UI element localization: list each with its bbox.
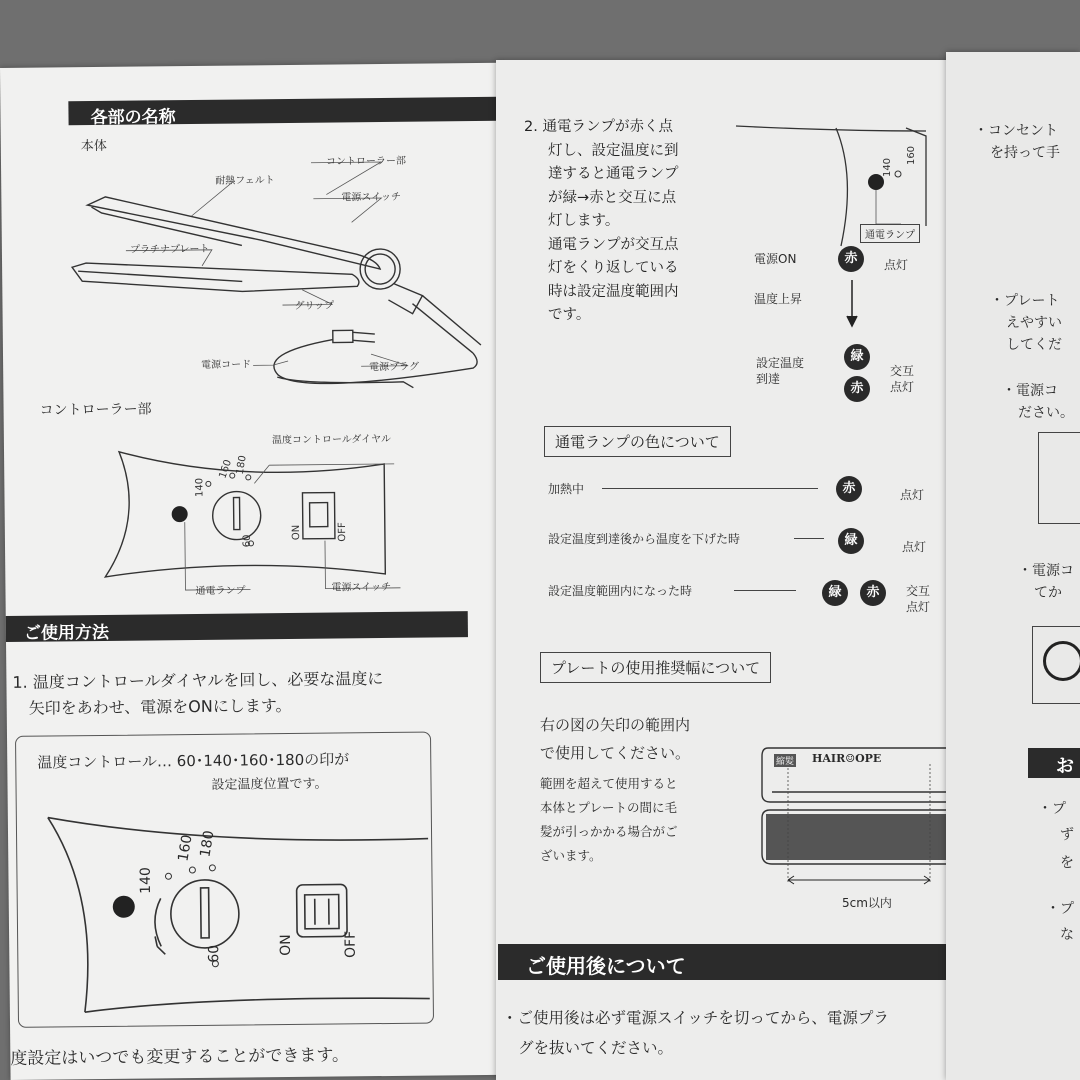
right-line: ・電源コ	[1002, 383, 1058, 399]
controller-section-label: コントローラー部	[39, 401, 152, 419]
lamp-row-range-red: 赤	[860, 580, 886, 606]
lamp-row-heating: 加熱中	[548, 482, 585, 496]
mini-dial-160: 160	[906, 145, 918, 166]
label-on: ON	[290, 524, 303, 541]
flow-green: 緑	[844, 344, 870, 370]
brand-small: 縮髪	[774, 754, 796, 767]
right-line: ・電源コ	[1018, 563, 1074, 579]
right-line: ・プ	[1038, 801, 1066, 817]
step2-line: です。	[548, 307, 591, 323]
big-label-off: OFF	[342, 930, 359, 959]
lamp-row-range: 設定温度範囲内になった時	[548, 584, 693, 598]
right-line: ・プ	[1046, 901, 1074, 917]
flow-power-on: 電源ON	[754, 252, 797, 266]
step2-line: 灯し、設定温度に到	[548, 142, 679, 159]
big-dial-mark-160: 160	[175, 833, 196, 863]
label-controller: コントローラー部	[325, 155, 407, 168]
plate-width-title: プレートの使用推奨幅について	[540, 652, 771, 683]
leader-line	[734, 590, 796, 591]
step1-line1: 1. 温度コントロールダイヤルを回し、必要な温度に	[12, 669, 384, 692]
flow-lit: 点灯	[884, 258, 909, 272]
right-line: ず	[1060, 827, 1074, 843]
right-line: てか	[1034, 585, 1062, 601]
step2-line: 時は設定温度範囲内	[548, 283, 679, 300]
iron-illustration	[0, 63, 503, 368]
after-line2: グを抜いてください。	[518, 1039, 674, 1057]
dial-mark-140: 140	[194, 477, 206, 498]
prohibited-icon	[1043, 641, 1080, 681]
label-grip: グリップ	[294, 300, 335, 312]
prohibited-icon-box	[1032, 626, 1080, 704]
big-label-on: ON	[277, 934, 295, 956]
label-off: OFF	[336, 522, 349, 542]
label-plug: 電源プラグ	[369, 361, 420, 374]
step2-line: 達すると通電ランプ	[548, 166, 679, 182]
label-power-switch: 電源スイッチ	[341, 191, 402, 204]
mini-dial-140: 140	[882, 157, 894, 178]
lamp-row-cooling-state: 点灯	[902, 540, 927, 554]
right-page	[946, 52, 1080, 1080]
flow-temp-rise: 温度上昇	[754, 292, 803, 306]
lamp-row-cooling: 設定温度到達後から温度を下げた時	[548, 532, 741, 546]
step2-line: が緑→赤と交互に点	[548, 189, 677, 206]
plate-line-big-2: で使用してください。	[540, 744, 691, 762]
bottom-note: 度設定はいつでも変更することができます。	[10, 1045, 350, 1069]
right-line: ・コンセント	[974, 123, 1058, 139]
leader-line	[794, 538, 824, 539]
flow-red-1: 赤	[838, 246, 864, 272]
right-line: ・プレート	[990, 293, 1060, 309]
right-figure-1	[1038, 432, 1080, 524]
lamp-label-box: 通電ランプ	[860, 224, 920, 243]
lamp-row-heating-red: 赤	[836, 476, 862, 502]
right-line: ださい。	[1018, 405, 1074, 421]
big-dial-mark-140: 140	[137, 867, 155, 894]
width-label: 5cm以内	[842, 896, 892, 910]
right-line: えやすい	[1006, 315, 1062, 331]
left-page	[0, 63, 511, 1080]
section-title-usage: ご使用方法	[6, 611, 468, 642]
step2-line: 灯をくり返している	[548, 260, 679, 276]
label-felt: 耐熱フェルト	[215, 175, 275, 187]
right-line: を	[1060, 855, 1074, 871]
plate-line-small-2: 本体とプレートの間に毛	[540, 800, 678, 815]
step1-line2: 矢印をあわせ、電源をONにします。	[28, 695, 292, 718]
big-dial-mark-60: 60	[206, 944, 223, 963]
box-line1: 温度コントロール… 60･140･160･180の印が	[37, 750, 350, 772]
plate-line-small-3: 髪が引っかかる場合がご	[540, 824, 678, 839]
middle-page	[496, 60, 966, 1080]
step2-line: 灯します。	[548, 213, 620, 229]
plate-line-small-1: 範囲を超えて使用すると	[540, 776, 678, 791]
label-cord: 電源コード	[201, 359, 252, 371]
plate-line-big-1: 右の図の矢印の範囲内	[540, 716, 691, 734]
leader-line	[602, 488, 818, 489]
plate-line-small-4: ざいます。	[540, 848, 602, 863]
flow-alt-1: 交互	[890, 364, 915, 378]
lamp-row-range-green: 緑	[822, 580, 848, 606]
box-line2: 設定温度位置です。	[211, 776, 328, 793]
dial-mark-160: 160	[217, 458, 235, 480]
step2-text	[524, 116, 679, 328]
after-line1: ・ご使用後は必ず電源スイッチを切ってから、電源プラ	[502, 1009, 889, 1027]
label-lamp: 通電ランプ	[195, 585, 246, 597]
brand-logo: HAIR☺OPE	[812, 752, 882, 765]
lamp-color-title: 通電ランプの色について	[544, 426, 731, 457]
label-switch: 電源スイッチ	[331, 581, 392, 594]
flow-set-reached-2: 到達	[756, 372, 781, 386]
right-line: を持って手	[990, 145, 1060, 161]
lamp-row-heating-state: 点灯	[900, 488, 925, 502]
dial-mark-180: 180	[234, 454, 249, 476]
right-line: な	[1060, 927, 1074, 943]
flow-set-reached-1: 設定温度	[756, 356, 805, 370]
body-label: 本体	[80, 138, 107, 155]
dial-mark-60: 60	[241, 534, 253, 548]
lamp-row-range-state-1: 交互	[906, 584, 931, 598]
flow-alt-2: 点灯	[890, 380, 915, 394]
mini-controller-illustration	[726, 116, 956, 256]
lamp-row-cooling-green: 緑	[838, 528, 864, 554]
flow-red-2: 赤	[844, 376, 870, 402]
big-dial-mark-180: 180	[197, 829, 218, 859]
lamp-row-range-state-2: 点灯	[906, 600, 931, 614]
right-section-header: お	[1028, 748, 1080, 778]
large-controller-illustration	[8, 793, 440, 1027]
label-plate: プラチナプレート	[129, 243, 210, 256]
label-dial: 温度コントロールダイヤル	[271, 433, 392, 447]
step2-line: 2. 通電ランプが赤く点	[524, 119, 673, 135]
section-title-part-names: 各部の名称	[68, 97, 498, 126]
right-line: してくだ	[1006, 337, 1062, 353]
flow-arrow	[844, 280, 864, 330]
step2-line: 通電ランプが交互点	[548, 236, 679, 253]
section-title-after-use: ご使用後について	[498, 944, 996, 980]
controller-illustration	[4, 423, 506, 628]
